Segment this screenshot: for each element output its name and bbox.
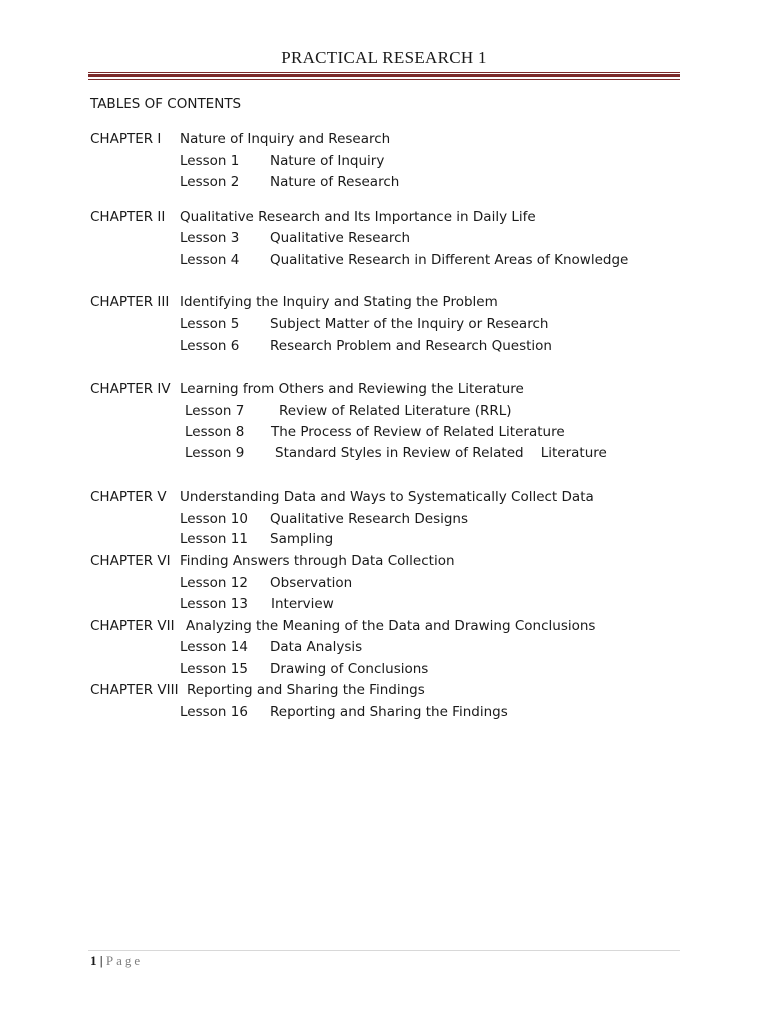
toc-chapter-prefix: CHAPTER VII	[90, 618, 175, 634]
toc-chapter-prefix: CHAPTER IV	[90, 381, 171, 397]
toc-lesson-prefix: Lesson 13	[180, 596, 248, 612]
toc-lesson-title: Subject Matter of the Inquiry or Research	[270, 316, 549, 332]
toc-lesson-title: Qualitative Research	[270, 230, 411, 246]
toc-chapter-title: Qualitative Research and Its Importance in Daily Life	[180, 209, 536, 225]
toc-lesson-prefix: Lesson 4	[180, 252, 240, 268]
toc-lesson-prefix: Lesson 8	[185, 424, 245, 440]
page-label: Page	[105, 953, 144, 968]
toc-chapter-prefix: CHAPTER VIII	[90, 682, 179, 698]
toc-lesson-title: Research Problem and Research Question	[270, 338, 552, 354]
page-footer	[90, 953, 143, 969]
toc-heading: TABLES OF CONTENTS	[90, 96, 242, 112]
toc-lesson-title: Sampling	[270, 531, 334, 547]
toc-chapter-title: Analyzing the Meaning of the Data and Drawing Conclusions	[186, 618, 596, 634]
toc-lesson-prefix: Lesson 6	[180, 338, 240, 354]
toc-lesson-prefix: Lesson 11	[180, 531, 248, 547]
header-rule-thin-top	[88, 72, 680, 73]
header-rule-thin-bottom	[88, 79, 680, 80]
toc-chapter-title: Identifying the Inquiry and Stating the Problem	[180, 294, 498, 310]
toc-lesson-prefix: Lesson 16	[180, 704, 248, 720]
toc-lesson-title: Qualitative Research in Different Areas of Knowledge	[270, 252, 629, 268]
toc-lesson-title: Drawing of Conclusions	[270, 661, 429, 677]
toc-lesson-prefix: Lesson 14	[180, 639, 248, 655]
toc-chapter-title: Finding Answers through Data Collection	[180, 553, 455, 569]
toc-lesson-prefix: Lesson 3	[180, 230, 240, 246]
toc-lesson-title: Qualitative Research Designs	[270, 511, 469, 527]
toc-lesson-prefix: Lesson 2	[180, 174, 240, 190]
toc-lesson-prefix: Lesson 12	[180, 575, 248, 591]
toc-lesson-title: Nature of Inquiry	[270, 153, 385, 169]
header-rule-thick	[88, 74, 680, 77]
page-header-title: PRACTICAL RESEARCH 1	[281, 48, 487, 67]
page-number: 1	[90, 953, 97, 968]
toc-lesson-title: Nature of Research	[270, 174, 400, 190]
footer-rule	[88, 950, 680, 951]
toc-chapter-prefix: CHAPTER II	[90, 209, 166, 225]
toc-lesson-title: Review of Related Literature (RRL)	[279, 403, 512, 419]
toc-chapter-title: Learning from Others and Reviewing the Literature	[180, 381, 524, 397]
toc-lesson-title: Observation	[270, 575, 353, 591]
toc-chapter-title: Understanding Data and Ways to Systematically Collect Data	[180, 489, 594, 505]
toc-lesson-title: Reporting and Sharing the Findings	[270, 704, 508, 720]
toc-lesson-title: Data Analysis	[270, 639, 363, 655]
toc-lesson-prefix: Lesson 7	[185, 403, 245, 419]
toc-lesson-title: Interview	[271, 596, 334, 612]
toc-lesson-prefix: Lesson 10	[180, 511, 248, 527]
toc-lesson-title: Standard Styles in Review of Related Literature	[275, 445, 607, 461]
toc-chapter-prefix: CHAPTER V	[90, 489, 167, 505]
toc-chapter-prefix: CHAPTER VI	[90, 553, 171, 569]
toc-lesson-prefix: Lesson 15	[180, 661, 248, 677]
toc-lesson-title: The Process of Review of Related Literature	[271, 424, 565, 440]
toc-lesson-prefix: Lesson 9	[185, 445, 245, 461]
toc-chapter-title: Nature of Inquiry and Research	[180, 131, 391, 147]
toc-lesson-prefix: Lesson 5	[180, 316, 240, 332]
footer-separator: |	[99, 953, 103, 968]
toc-lesson-prefix: Lesson 1	[180, 153, 240, 169]
toc-chapter-prefix: CHAPTER I	[90, 131, 162, 147]
toc-chapter-title: Reporting and Sharing the Findings	[187, 682, 425, 698]
toc-chapter-prefix: CHAPTER III	[90, 294, 170, 310]
